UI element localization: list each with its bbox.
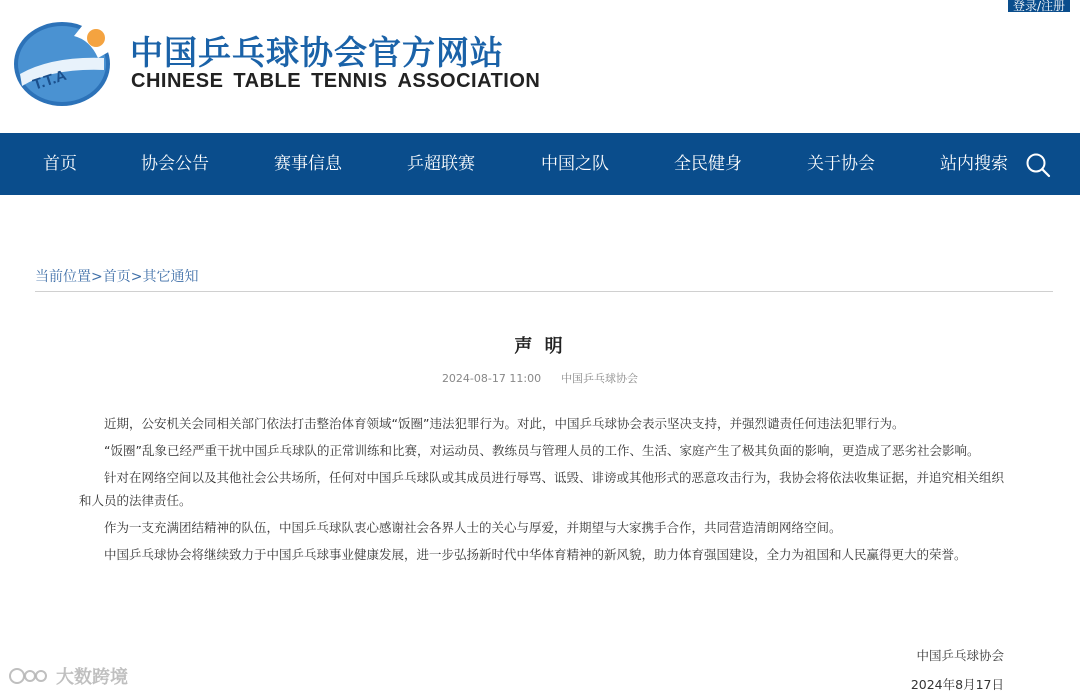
association-logo[interactable]	[12, 18, 114, 108]
nav-item-announcements[interactable]: 协会公告	[141, 154, 209, 174]
nav-item-national-team[interactable]: 中国之队	[541, 154, 609, 174]
login-register-link[interactable]: 登录/注册	[1008, 0, 1070, 12]
breadcrumb-separator: >	[130, 269, 143, 285]
breadcrumb-home-link[interactable]: 首页	[102, 269, 131, 285]
site-title-en	[131, 70, 540, 93]
search-icon[interactable]	[1025, 152, 1051, 178]
article-signature: 中国乒乓球协会	[916, 648, 1004, 663]
main-nav	[0, 133, 1080, 195]
article-sign-date: 2024年8月17日	[910, 677, 1004, 692]
nav-item-about[interactable]: 关于协会	[807, 154, 875, 174]
nav-item-events[interactable]: 赛事信息	[274, 154, 342, 174]
article-paragraph: 近期，公安机关会同相关部门依法打击整治体育领域“饭圈”违法犯罪行为。对此，中国乒乓球协会表示坚决支持，并强烈谴责任何违法犯罪行为。	[104, 416, 905, 431]
article-paragraph: “饭圈”乱象已经严重干扰中国乒乓球队的正常训练和比赛，对运动员、教练员与管理人员的工作、生活、家庭产生了极其负面的影响，更造成了恶劣社会影响。	[104, 443, 980, 458]
watermark-text: 大数跨境	[56, 667, 128, 688]
nav-item-fitness[interactable]: 全民健身	[674, 154, 742, 174]
article-title: 声 明	[514, 336, 566, 357]
site-title-cn: 中国乒乓球协会官方网站	[130, 33, 504, 72]
nav-item-site-search[interactable]: 站内搜索	[940, 154, 1008, 174]
breadcrumb-prefix: 当前位置	[35, 269, 91, 285]
site-title-en-word: TENNIS	[311, 70, 388, 92]
site-header	[0, 0, 1080, 133]
site-title-en-word: TABLE	[233, 70, 302, 92]
article-paragraph: 针对在网络空间以及其他社会公共场所，任何对中国乒乓球队或其成员进行辱骂、诋毁、诽谤或其他形式的恶意攻击行为，我协会将依法收集证据，并追究相关组织和人员的法律责任。	[79, 470, 1005, 508]
article-paragraph: 作为一支充满团结精神的队伍，中国乒乓球队衷心感谢社会各界人士的关心与厚爱，并期望与大家携手合作，共同营造清朗网络空间。	[104, 520, 842, 535]
article-source: 中国乒乓球协会	[561, 372, 639, 385]
breadcrumb	[35, 266, 198, 286]
site-title-en-word: ASSOCIATION	[397, 70, 541, 92]
article-body	[79, 412, 1009, 570]
site-title-en-word: CHINESE	[131, 70, 224, 92]
watermark-logo-icon	[8, 665, 52, 687]
breadcrumb-divider	[35, 291, 1053, 292]
nav-item-home[interactable]: 首页	[43, 154, 77, 174]
article-meta	[0, 370, 1080, 386]
article-date: 2024-08-17 11:00	[441, 372, 542, 385]
watermark	[8, 662, 128, 690]
nav-item-super-league[interactable]: 乒超联赛	[407, 154, 475, 174]
breadcrumb-current-link[interactable]: 其它通知	[142, 269, 199, 285]
breadcrumb-separator: >	[91, 269, 103, 285]
article-paragraph: 中国乒乓球协会将继续致力于中国乒乓球事业健康发展，进一步弘扬新时代中华体育精神的新风貌，助力体育强国建设，全力为祖国和人民赢得更大的荣誉。	[104, 547, 967, 562]
logo-lettering: T.T.A	[30, 66, 69, 94]
